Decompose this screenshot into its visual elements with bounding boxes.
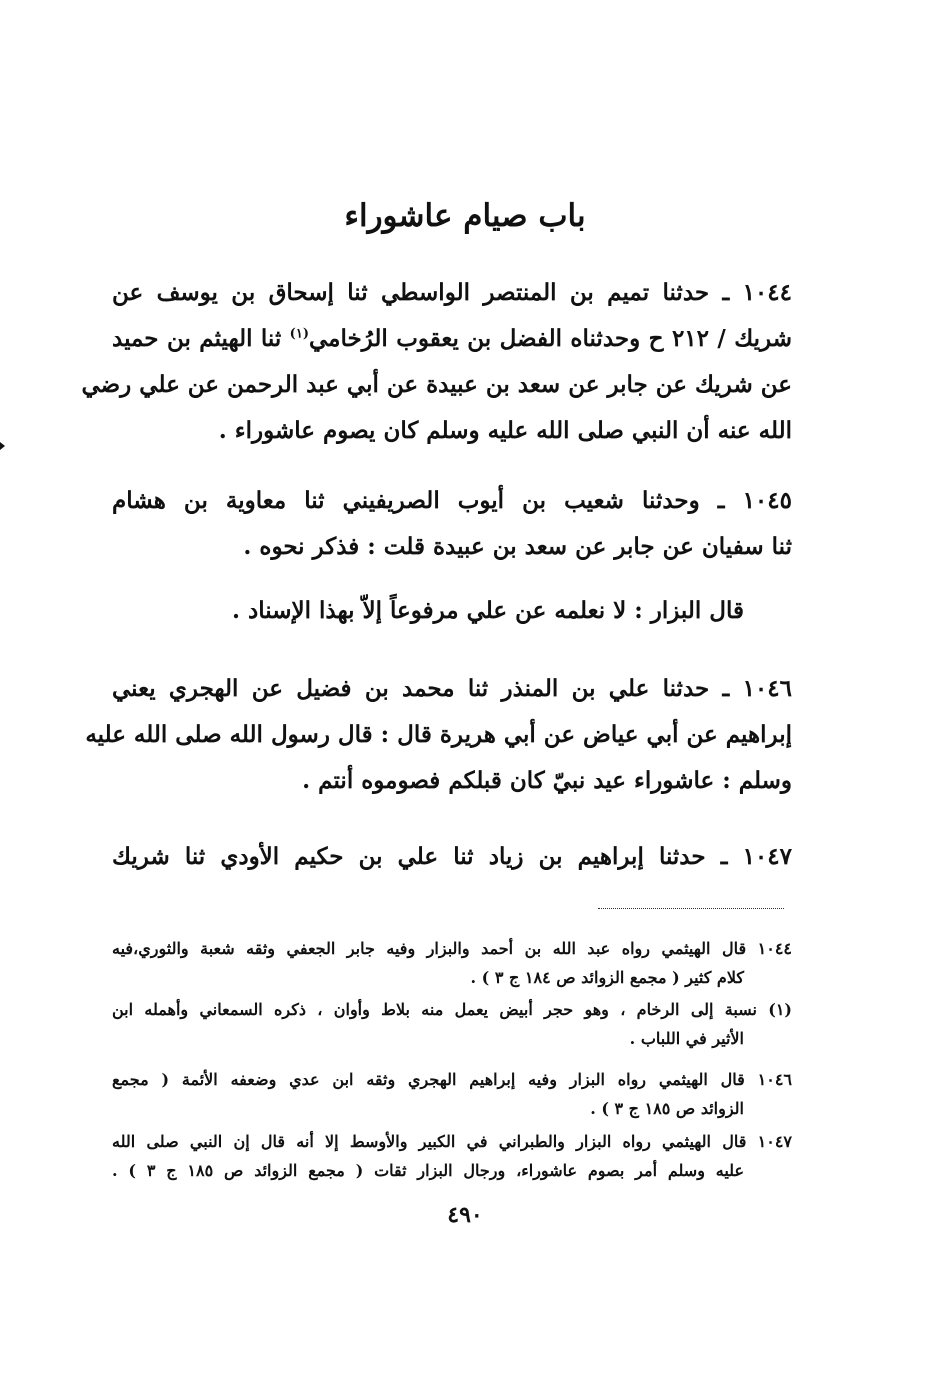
footnote-1 bbox=[112, 995, 792, 1053]
scan-edge-mark bbox=[0, 442, 5, 450]
hadith-1046-line-1: ١٠٤٦ ـ حدثنا علي بن المنذر ثنا محمد بن فضيل عن الهجري يعني bbox=[112, 675, 792, 702]
footnote-1044-line-1: ١٠٤٤ قال الهيثمي رواه عبد الله بن أحمد والبزار وفيه جابر الجعفي وثقه شعبة والثوري،فيه bbox=[112, 939, 792, 958]
hadith-1044-line-2-a: شريك / ٢١٢ ح وحدثناه الفضل بن يعقوب الرُخامي bbox=[308, 325, 792, 352]
hadith-1044-line-2-b: ثنا الهيثم بن حميد bbox=[112, 325, 290, 352]
hadith-1047 bbox=[112, 834, 792, 880]
footnote-1-line-2: الأثير في اللباب . bbox=[629, 1029, 744, 1048]
hadith-1044-line-1: ١٠٤٤ ـ حدثنا تميم بن المنتصر الواسطي ثنا إسحاق بن يوسف عن bbox=[112, 279, 792, 306]
hadith-1046-line-2: إبراهيم عن أبي عياض عن أبي هريرة قال : قال رسول الله صلى الله عليه bbox=[85, 721, 792, 748]
footnote-1044 bbox=[112, 934, 792, 992]
footnote-1047-line-1: ١٠٤٧ قال الهيثمي رواه البزار والطبراني في الكبير والأوسط إلا أنه قال إن النبي صلى الله bbox=[112, 1132, 792, 1151]
footnote-1047-line-2: عليه وسلم أمر بصوم عاشوراء، ورجال البزار ثقات ( مجمع الزوائد ص ١٨٥ ج ٣ ) . bbox=[112, 1161, 745, 1180]
footnote-separator bbox=[598, 908, 784, 909]
footnote-1046-line-2: الزوائد ص ١٨٥ ج ٣ ) . bbox=[590, 1099, 744, 1118]
bazzar-note-line: قال البزار : لا نعلمه عن علي مرفوعاً إلاّ بهذا الإسناد . bbox=[232, 597, 744, 624]
bazzar-note bbox=[112, 588, 792, 634]
hadith-1044 bbox=[81, 270, 792, 454]
footnote-1046 bbox=[112, 1065, 792, 1123]
hadith-1046-line-3: وسلم : عاشوراء عيد نبيّ كان قبلكم فصوموه أنتم . bbox=[302, 767, 792, 794]
hadith-1044-line-3: عن شريك عن جابر عن سعد بن عبيدة عن أبي عبد الرحمن عن علي رضي bbox=[81, 371, 792, 398]
footnote-1047 bbox=[112, 1127, 792, 1185]
hadith-1046 bbox=[85, 666, 792, 804]
page-number: ٤٩٠ bbox=[447, 1202, 483, 1228]
footnote-1046-line-1: ١٠٤٦ قال الهيثمي رواه البزار وفيه إبراهيم الهجري وثقه ابن عدي وضعفه الأئمة ( مجمع bbox=[112, 1070, 792, 1089]
footnote-1-line-1: (١) نسبة إلى الرخام ، وهو حجر أبيض يعمل منه بلاط وأوان ، ذكره السمعاني وأهمله ابن bbox=[112, 1000, 792, 1019]
hadith-1044-line-4: الله عنه أن النبي صلى الله عليه وسلم كان يصوم عاشوراء . bbox=[218, 417, 792, 444]
hadith-1047-line-1: ١٠٤٧ ـ حدثنا إبراهيم بن زياد ثنا علي بن حكيم الأودي ثنا شريك bbox=[112, 843, 792, 870]
hadith-1044-line-2 bbox=[112, 316, 792, 362]
footnote-marker-1: (١) bbox=[289, 326, 309, 342]
footnote-1044-line-2: كلام كثير ( مجمع الزوائد ص ١٨٤ ج ٣ ) . bbox=[470, 968, 744, 987]
hadith-1045-line-2: ثنا سفيان عن جابر عن سعد بن عبيدة قلت : فذكر نحوه . bbox=[243, 533, 792, 560]
chapter-title: باب صيام عاشوراء bbox=[344, 198, 586, 234]
hadith-1045-line-1: ١٠٤٥ ـ وحدثنا شعيب بن أيوب الصريفيني ثنا معاوية بن هشام bbox=[112, 487, 792, 514]
hadith-1045 bbox=[112, 478, 792, 570]
